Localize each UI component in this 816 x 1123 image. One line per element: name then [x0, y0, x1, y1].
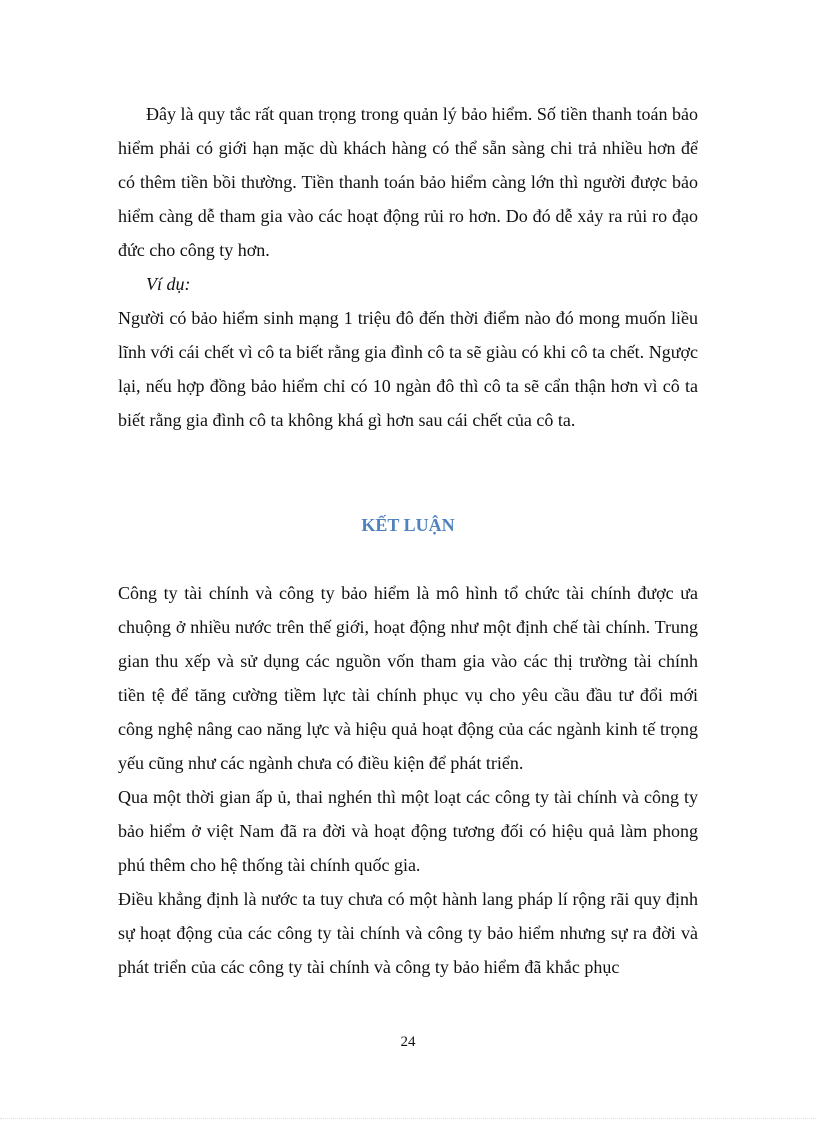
paragraph-example: Người có bảo hiểm sinh mạng 1 triệu đô đến thời điểm nào đó mong muốn liều lĩnh với cái chết vì cô ta biết rằng gia đình cô ta sẽ giàu có khi cô ta chết. Ngược lại, nếu hợp đồng bảo hiểm chỉ có 10 ngàn đô thì cô ta sẽ cẩn thận hơn vì cô ta biết rằng gia đình cô ta không khá gì hơn sau cái chết của cô ta.: [118, 308, 698, 430]
page-bottom-divider: [0, 1118, 816, 1119]
page-number: 24: [400, 1034, 416, 1050]
paragraph-conclusion-3: Điều khẳng định là nước ta tuy chưa có một hành lang pháp lí rộng rãi quy định sự hoạt động của các công ty tài chính và công ty bảo hiểm nhưng sự ra đời và phát triển của các công ty tài chính và công ty bảo hiểm đã khắc phục: [118, 889, 698, 977]
section-heading-conclusion: KẾT LUẬN: [361, 515, 455, 535]
example-label: Ví dụ:: [146, 274, 191, 294]
paragraph-conclusion-1: Công ty tài chính và công ty bảo hiểm là mô hình tổ chức tài chính được ưa chuộng ở nhiều nước trên thế giới, hoạt động như một định chế tài chính. Trung gian thu xếp và sử dụng các nguồn vốn tham gia vào các thị trường tài chính tiền tệ để tăng cường tiềm lực tài chính phục vụ cho yêu cầu đầu tư đổi mới công nghệ nâng cao năng lực và hiệu quả hoạt động của các ngành kinh tế trọng yếu cũng như các ngành chưa có điều kiện để phát triển.: [118, 583, 698, 773]
paragraph-insurance-rule: Đây là quy tắc rất quan trọng trong quản lý bảo hiểm. Số tiền thanh toán bảo hiểm phải có giới hạn mặc dù khách hàng có thể sẵn sàng chi trả nhiều hơn để có thêm tiền bồi thường. Tiền thanh toán bảo hiểm càng lớn thì người được bảo hiểm càng dễ tham gia vào các hoạt động rủi ro hơn. Do đó dễ xảy ra rủi ro đạo đức cho công ty hơn.: [118, 104, 698, 260]
paragraph-conclusion-2: Qua một thời gian ấp ủ, thai nghén thì một loạt các công ty tài chính và công ty bảo hiểm ở việt Nam đã ra đời và hoạt động tương đối có hiệu quả làm phong phú thêm cho hệ thống tài chính quốc gia.: [118, 787, 698, 875]
